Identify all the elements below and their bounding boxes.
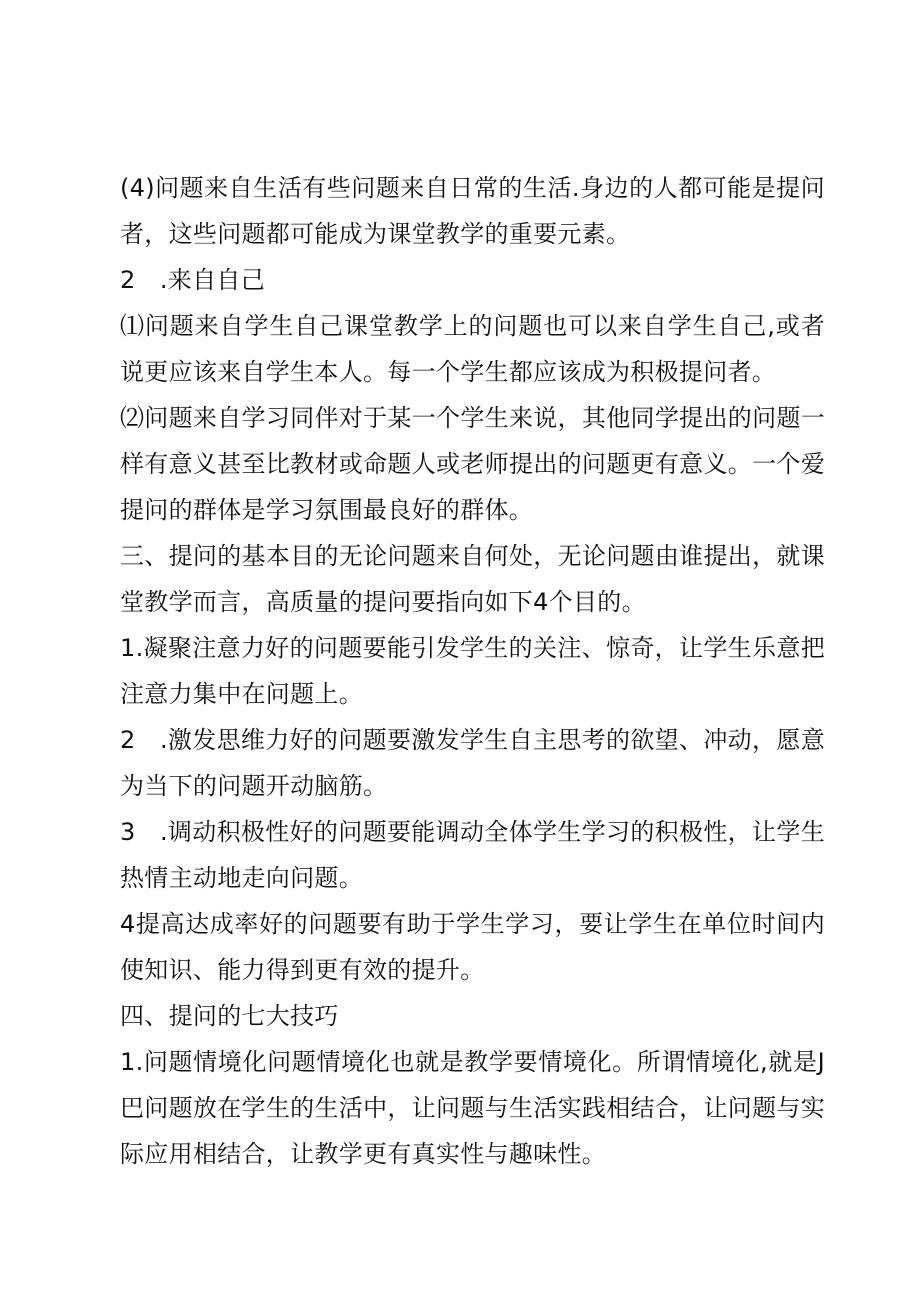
purpose-achievement: 4提高达成率好的问题要有助于学生学习，要让学生在单位时间内使知识、能力得到更有效的提升。 xyxy=(120,910,825,984)
paragraph-student-questions: ⑴问题来自学生自己课堂教学上的问题也可以来自学生自己,或者说更应该来自学生本人。每一个学生都应该成为积极提问者。 xyxy=(120,312,825,386)
section-three-purposes: 三、提问的基本目的无论问题来自何处，无论问题由谁提出，就课堂教学而言，高质量的提问要指向如下4个目的。 xyxy=(120,542,825,616)
purpose-attention: 1.凝聚注意力好的问题要能引发学生的关注、惊奇，让学生乐意把注意力集中在问题上。 xyxy=(120,634,825,708)
technique-situational: 1.问题情境化问题情境化也就是教学要情境化。所谓情境化,就是J巴问题放在学生的生活中，让问题与生活实践相结合，让问题与实际应用相结合，让教学更有真实性与趣味性。 xyxy=(120,1048,825,1168)
paragraph-life-questions: (4)问题来自生活有些问题来自日常的生活.身边的人都可能是提问者，这些问题都可能成为课堂教学的重要元素。 xyxy=(120,174,825,248)
purpose-motivation: 3 .调动积极性好的问题要能调动全体学生学习的积极性，让学生热情主动地走向问题。 xyxy=(120,818,825,892)
paragraph-peer-questions: ⑵问题来自学习同伴对于某一个学生来说，其他同学提出的问题一样有意义甚至比教材或命题人或老师提出的问题更有意义。一个爱提问的群体是学习氛围最良好的群体。 xyxy=(120,404,825,524)
heading-from-self: 2 .来自自己 xyxy=(120,266,265,294)
document-body xyxy=(120,165,825,1177)
purpose-thinking: 2 .激发思维力好的问题要激发学生自主思考的欲望、冲动，愿意为当下的问题开动脑筋。 xyxy=(120,726,825,800)
section-four-heading: 四、提问的七大技巧 xyxy=(120,1002,339,1030)
